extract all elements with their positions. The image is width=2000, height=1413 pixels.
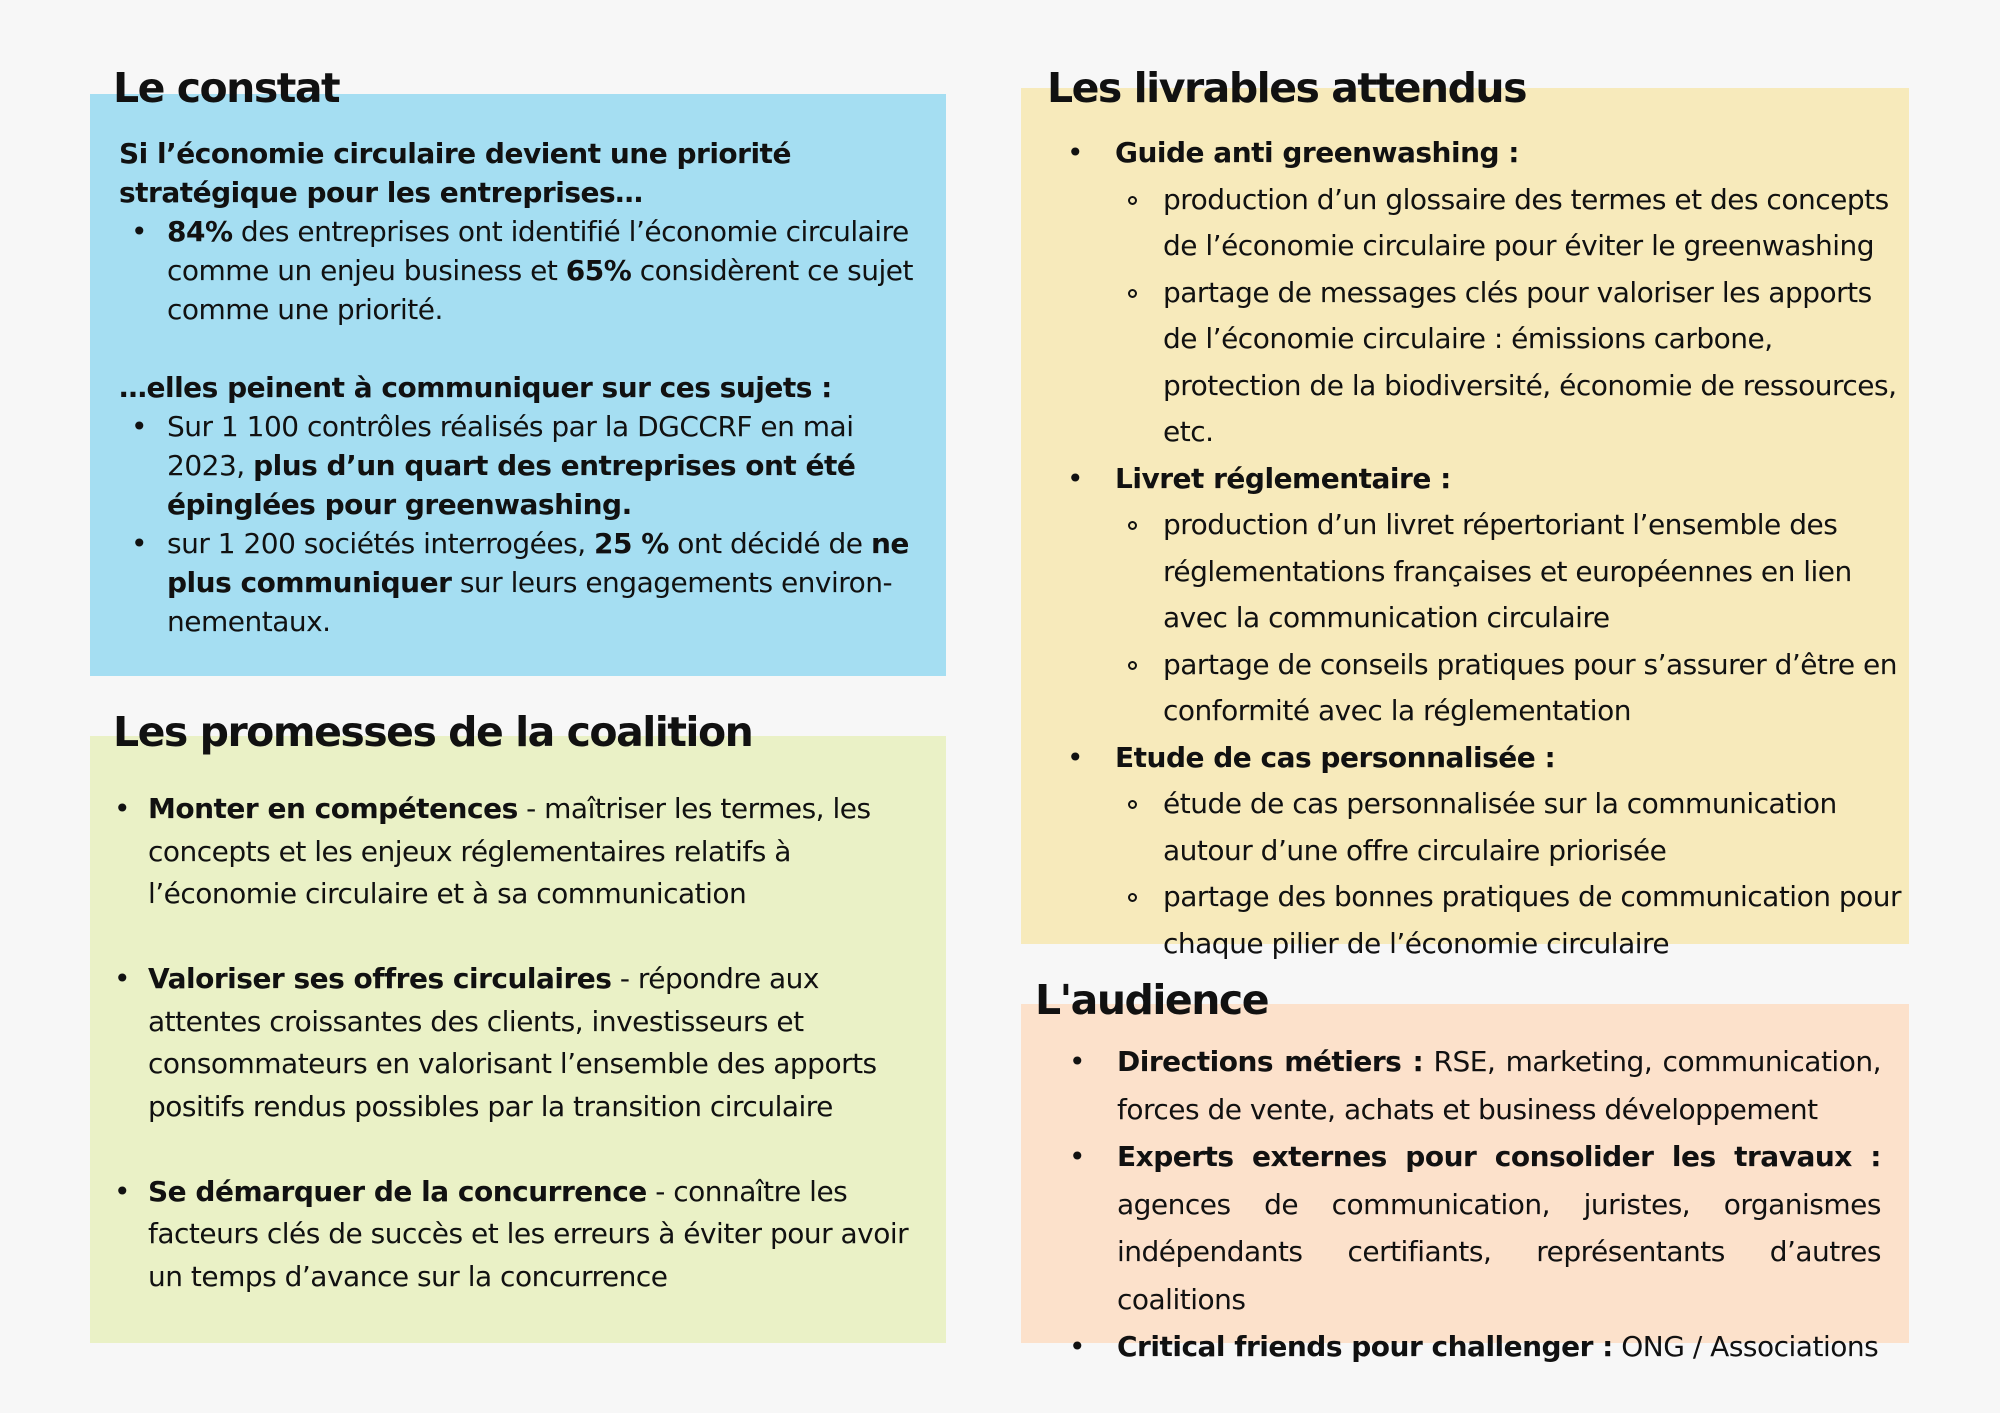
constat-panel [90, 94, 946, 676]
list-emphasis: ne plus communiquer [167, 527, 909, 599]
list-text: - répondre aux attentes croissantes des clients, investisseurs et consommateurs en valorisant l’ensemble des apports positifs rendus possibles par la transition circulaire [148, 962, 877, 1123]
list-heading: • Etude de cas personnalisée : [1115, 740, 1556, 774]
list-text: ONG / Associations [1612, 1330, 1879, 1363]
sub-list-item: production d’un glossaire des termes et des concepts de l’économie circulaire pour éviter le greenwashing [1115, 177, 1901, 270]
stat-value: 25 % [594, 527, 669, 560]
stat-value: 65% [565, 254, 632, 287]
list-item [1061, 735, 1901, 968]
livrables-title: Les livrables attendus [1047, 64, 1527, 112]
list-item [1061, 130, 1901, 456]
list-item [108, 958, 928, 1128]
sub-list-item: partage de messages clés pour valoriser les apports de l’économie circulaire : émissions carbone, protection de la biodiversité, économie de ressources, etc. [1115, 270, 1901, 456]
sub-list [1115, 781, 1901, 967]
list-heading: Directions métiers : [1117, 1045, 1424, 1078]
list-text: sur leurs engagements environ-nementaux. [167, 566, 893, 638]
sub-list [1115, 502, 1901, 735]
list-item [119, 407, 919, 524]
list-heading: • Livret réglementaire : [1115, 461, 1451, 495]
audience-title: L'audience [1035, 976, 1269, 1024]
audience-panel [1021, 1004, 1909, 1363]
list-heading: Experts externes pour consolider les travaux : [1117, 1140, 1881, 1173]
list-item [119, 212, 919, 329]
list-item [1061, 456, 1901, 735]
constat-body [119, 134, 919, 641]
list-item [108, 788, 928, 916]
list-heading: • Guide anti greenwashing : [1115, 136, 1519, 169]
livrables-list [1061, 130, 1901, 967]
audience-list [1061, 1038, 1881, 1371]
sub-list-item: étude de cas personnalisée sur la communication autour d’une offre circulaire priorisée [1115, 781, 1901, 874]
list-heading: Critical friends pour challenger : [1117, 1330, 1613, 1363]
livrables-panel [1021, 88, 1909, 960]
list-text: agences de communication, juristes, organismes indépendants certifiants, représentants d’autres coalitions [1117, 1187, 1881, 1316]
list-text: ont décidé de [668, 527, 871, 560]
sub-list-item: partage des bonnes pratiques de communication pour chaque pilier de l’économie circulaire [1115, 874, 1901, 967]
stat-value: 84% [167, 215, 233, 248]
list-text: Sur 1 100 contrôles réalisés par la DGCCRF en mai 2023, [167, 410, 854, 482]
promesses-list [108, 788, 928, 1341]
list-item [1061, 1133, 1881, 1323]
sub-list [1115, 177, 1901, 456]
list-heading: Valoriser ses offres circulaires [148, 962, 612, 995]
list-text: considèrent ce sujet comme une priorité. [167, 254, 913, 326]
sub-list-item: partage de conseils pratiques pour s’assurer d’être en conformité avec la réglementation [1115, 642, 1901, 735]
promesses-panel [90, 736, 946, 1343]
list-text: des entreprises ont identifié l’économie circulaire comme un enjeu business et [167, 215, 909, 287]
list-item [1061, 1323, 1881, 1371]
list-item [1061, 1038, 1881, 1133]
list-text: - connaître les facteurs clés de succès et les erreurs à éviter pour avoir un temps d’avance sur la concurrence [148, 1174, 909, 1293]
promesses-title: Les promesses de la coalition [113, 708, 753, 756]
constat-title: Le constat [113, 64, 340, 112]
list-heading: Monter en compétences [148, 792, 518, 825]
constat-list-1 [119, 212, 919, 329]
list-text: RSE, marketing, communication, forces de vente, achats et business développement [1117, 1045, 1881, 1126]
constat-intro-2: …elles peinent à communiquer sur ces sujets : [119, 371, 832, 404]
list-emphasis: plus d’un quart des entreprises ont été épinglées pour greenwashing. [167, 449, 856, 521]
list-item [119, 524, 919, 641]
list-text: - maîtriser les termes, les concepts et les enjeux réglementaires relatifs à l’économie circulaire et à sa communication [148, 792, 871, 910]
list-heading: Se démarquer de la concurrence [148, 1174, 647, 1208]
constat-intro: Si l’économie circulaire devient une priorité stratégique pour les entreprises… [119, 137, 791, 209]
sub-list-item: production d’un livret répertoriant l’ensemble des réglementations françaises et européennes en lien avec la communication circulaire [1115, 502, 1901, 642]
list-text: sur 1 200 sociétés interrogées, [167, 527, 595, 560]
list-item [108, 1171, 928, 1299]
constat-list-2 [119, 407, 919, 641]
